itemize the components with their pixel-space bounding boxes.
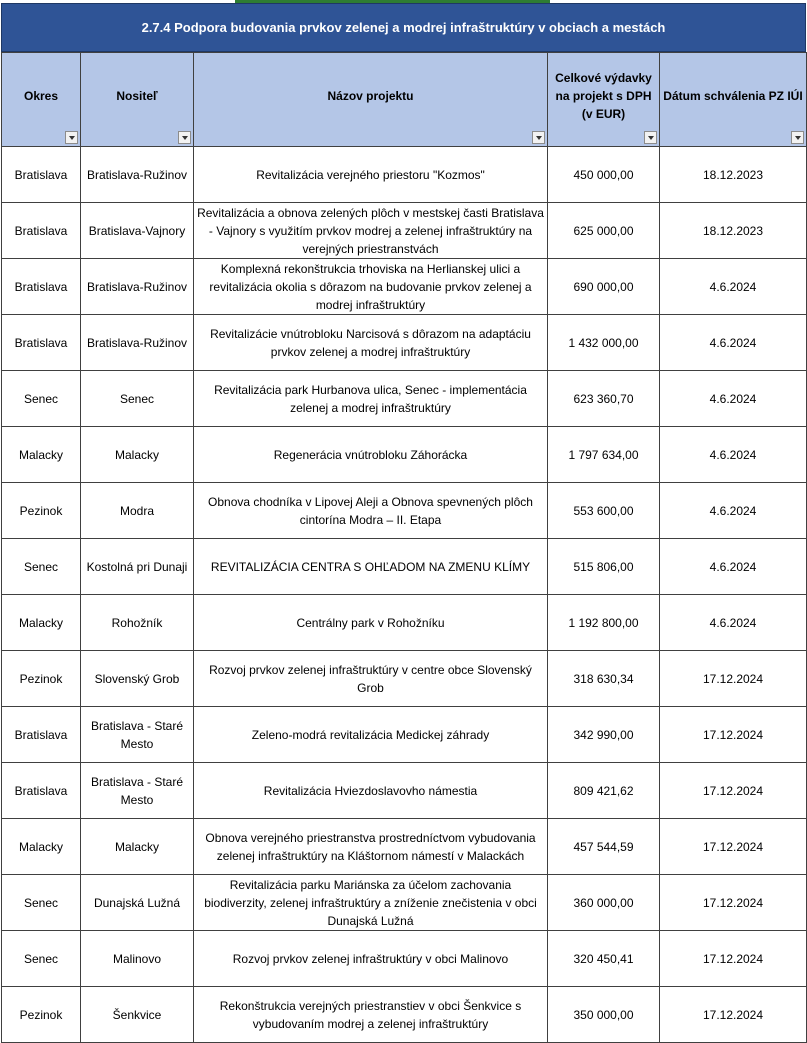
cell-nazov[interactable]: Rozvoj prvkov zelenej infraštruktúry v obci Malinovo — [194, 931, 548, 987]
cell-datum[interactable]: 4.6.2024 — [660, 595, 807, 651]
cell-vydavky[interactable]: 515 806,00 — [548, 539, 660, 595]
cell-nositel[interactable]: Modra — [81, 483, 194, 539]
filter-dropdown-icon[interactable] — [178, 131, 191, 144]
cell-datum[interactable]: 4.6.2024 — [660, 483, 807, 539]
table-row — [2, 315, 807, 371]
cell-nazov[interactable]: Revitalizácia verejného priestoru "Kozmos" — [194, 147, 548, 203]
cell-okres[interactable]: Bratislava — [2, 203, 81, 259]
table-row — [2, 987, 807, 1043]
projects-table — [1, 52, 807, 1043]
cell-nazov[interactable]: Revitalizácie vnútrobloku Narcisová s dôrazom na adaptáciu prvkov zelenej a modrej infraštruktúry — [194, 315, 548, 371]
cell-okres[interactable]: Pezinok — [2, 651, 81, 707]
cell-vydavky[interactable]: 625 000,00 — [548, 203, 660, 259]
column-header-vydavky — [548, 53, 660, 147]
column-header-okres — [2, 53, 81, 147]
cell-nazov[interactable]: Komplexná rekonštrukcia trhoviska na Herlianskej ulici a revitalizácia okolia s dôrazom na budovanie prvkov zelenej a modrej infraštruktúry — [194, 259, 548, 315]
cell-vydavky[interactable]: 809 421,62 — [548, 763, 660, 819]
cell-nositel[interactable]: Dunajská Lužná — [81, 875, 194, 931]
table-row — [2, 875, 807, 931]
cell-nazov[interactable]: Revitalizácia park Hurbanova ulica, Senec - implementácia zelenej a modrej infraštruktúry — [194, 371, 548, 427]
cell-vydavky[interactable]: 1 432 000,00 — [548, 315, 660, 371]
cell-okres[interactable]: Pezinok — [2, 987, 81, 1043]
cell-nazov[interactable]: Obnova chodníka v Lipovej Aleji a Obnova spevnených plôch cintorína Modra – II. Etapa — [194, 483, 548, 539]
cell-nositel[interactable]: Malacky — [81, 819, 194, 875]
table-row — [2, 147, 807, 203]
cell-okres[interactable]: Bratislava — [2, 147, 81, 203]
cell-okres[interactable]: Bratislava — [2, 259, 81, 315]
cell-datum[interactable]: 4.6.2024 — [660, 539, 807, 595]
filter-dropdown-icon[interactable] — [791, 131, 804, 144]
cell-datum[interactable]: 4.6.2024 — [660, 315, 807, 371]
cell-okres[interactable]: Senec — [2, 539, 81, 595]
cell-vydavky[interactable]: 450 000,00 — [548, 147, 660, 203]
filter-dropdown-icon[interactable] — [532, 131, 545, 144]
cell-vydavky[interactable]: 457 544,59 — [548, 819, 660, 875]
cell-datum[interactable]: 17.12.2024 — [660, 931, 807, 987]
table-row — [2, 931, 807, 987]
cell-okres[interactable]: Senec — [2, 371, 81, 427]
table-row — [2, 203, 807, 259]
column-header-nositel — [81, 53, 194, 147]
table-row — [2, 483, 807, 539]
cell-nositel[interactable]: Kostolná pri Dunaji — [81, 539, 194, 595]
cell-datum[interactable]: 17.12.2024 — [660, 763, 807, 819]
cell-vydavky[interactable]: 350 000,00 — [548, 987, 660, 1043]
cell-nositel[interactable]: Bratislava-Vajnory — [81, 203, 194, 259]
cell-nositel[interactable]: Bratislava - Staré Mesto — [81, 763, 194, 819]
cell-vydavky[interactable]: 360 000,00 — [548, 875, 660, 931]
cell-vydavky[interactable]: 1 797 634,00 — [548, 427, 660, 483]
cell-datum[interactable]: 17.12.2024 — [660, 987, 807, 1043]
cell-nositel[interactable]: Rohožník — [81, 595, 194, 651]
column-header-label: Okres — [23, 88, 59, 103]
cell-nositel[interactable]: Bratislava-Ružinov — [81, 315, 194, 371]
cell-datum[interactable]: 17.12.2024 — [660, 875, 807, 931]
column-header-datum — [660, 53, 807, 147]
table-row — [2, 819, 807, 875]
cell-nazov[interactable]: REVITALIZÁCIA CENTRA S OHĽADOM NA ZMENU KLÍMY — [194, 539, 548, 595]
table-row — [2, 427, 807, 483]
cell-nositel[interactable]: Malacky — [81, 427, 194, 483]
cell-nositel[interactable]: Šenkvice — [81, 987, 194, 1043]
cell-okres[interactable]: Senec — [2, 875, 81, 931]
table-row — [2, 595, 807, 651]
column-header-nazov — [194, 53, 548, 147]
cell-okres[interactable]: Pezinok — [2, 483, 81, 539]
filter-dropdown-icon[interactable] — [644, 131, 657, 144]
cell-okres[interactable]: Bratislava — [2, 315, 81, 371]
cell-datum[interactable]: 17.12.2024 — [660, 819, 807, 875]
cell-datum[interactable]: 4.6.2024 — [660, 427, 807, 483]
table-row — [2, 539, 807, 595]
cell-okres[interactable]: Senec — [2, 931, 81, 987]
cell-datum[interactable]: 17.12.2024 — [660, 651, 807, 707]
filter-dropdown-icon[interactable] — [65, 131, 78, 144]
table-title: 2.7.4 Podpora budovania prvkov zelenej a modrej infraštruktúry v obciach a mestách — [1, 3, 806, 52]
cell-datum[interactable]: 18.12.2023 — [660, 203, 807, 259]
header-row — [2, 53, 807, 147]
column-header-label: Nositeľ — [116, 88, 158, 103]
table-row — [2, 763, 807, 819]
table-row — [2, 371, 807, 427]
cell-vydavky[interactable]: 623 360,70 — [548, 371, 660, 427]
cell-nazov[interactable]: Zeleno-modrá revitalizácia Medickej záhrady — [194, 707, 548, 763]
cell-nositel[interactable]: Malinovo — [81, 931, 194, 987]
cell-nazov[interactable]: Revitalizácia a obnova zelených plôch v mestskej časti Bratislava - Vajnory s využitím prvkov modrej a zelenej infraštruktúry na verejných priestranstvách — [194, 203, 548, 259]
cell-nazov[interactable]: Revitalizácia parku Mariánska za účelom zachovania biodiverzity, zelenej infraštruktúry a zníženie znečistenia v obci Dunajská Lužná — [194, 875, 548, 931]
cell-nazov[interactable]: Revitalizácia Hviezdoslavovho námestia — [194, 763, 548, 819]
table-body — [2, 147, 807, 1043]
cell-okres[interactable]: Bratislava — [2, 707, 81, 763]
cell-nositel[interactable]: Bratislava-Ružinov — [81, 147, 194, 203]
column-header-label: Dátum schválenia PZ IÚI — [663, 88, 803, 103]
cell-okres[interactable]: Malacky — [2, 427, 81, 483]
cell-okres[interactable]: Malacky — [2, 819, 81, 875]
cell-datum[interactable]: 17.12.2024 — [660, 707, 807, 763]
cell-datum[interactable]: 18.12.2023 — [660, 147, 807, 203]
cell-vydavky[interactable]: 320 450,41 — [548, 931, 660, 987]
cell-nazov[interactable]: Rekonštrukcia verejných priestranstiev v obci Šenkvice s vybudovaním modrej a zelenej infraštruktúry — [194, 987, 548, 1043]
cell-nazov[interactable]: Centrálny park v Rohožníku — [194, 595, 548, 651]
cell-nazov[interactable]: Rozvoj prvkov zelenej infraštruktúry v centre obce Slovenský Grob — [194, 651, 548, 707]
table-row — [2, 259, 807, 315]
cell-okres[interactable]: Bratislava — [2, 763, 81, 819]
cell-datum[interactable]: 4.6.2024 — [660, 371, 807, 427]
column-header-label: Celkové výdavky na projekt s DPH (v EUR) — [555, 70, 652, 121]
table-row — [2, 707, 807, 763]
cell-vydavky[interactable]: 553 600,00 — [548, 483, 660, 539]
cell-nazov[interactable]: Regenerácia vnútrobloku Záhorácka — [194, 427, 548, 483]
column-header-label: Názov projektu — [327, 88, 414, 103]
cell-vydavky[interactable]: 342 990,00 — [548, 707, 660, 763]
cell-vydavky[interactable]: 690 000,00 — [548, 259, 660, 315]
cell-nositel[interactable]: Slovenský Grob — [81, 651, 194, 707]
table-row — [2, 651, 807, 707]
cell-vydavky[interactable]: 318 630,34 — [548, 651, 660, 707]
cell-nositel[interactable]: Bratislava-Ružinov — [81, 259, 194, 315]
cell-datum[interactable]: 4.6.2024 — [660, 259, 807, 315]
cell-vydavky[interactable]: 1 192 800,00 — [548, 595, 660, 651]
cell-nositel[interactable]: Senec — [81, 371, 194, 427]
cell-nazov[interactable]: Obnova verejného priestranstva prostredníctvom vybudovania zelenej infraštruktúry na Kláštornom námestí v Malackách — [194, 819, 548, 875]
cell-nositel[interactable]: Bratislava - Staré Mesto — [81, 707, 194, 763]
cell-okres[interactable]: Malacky — [2, 595, 81, 651]
